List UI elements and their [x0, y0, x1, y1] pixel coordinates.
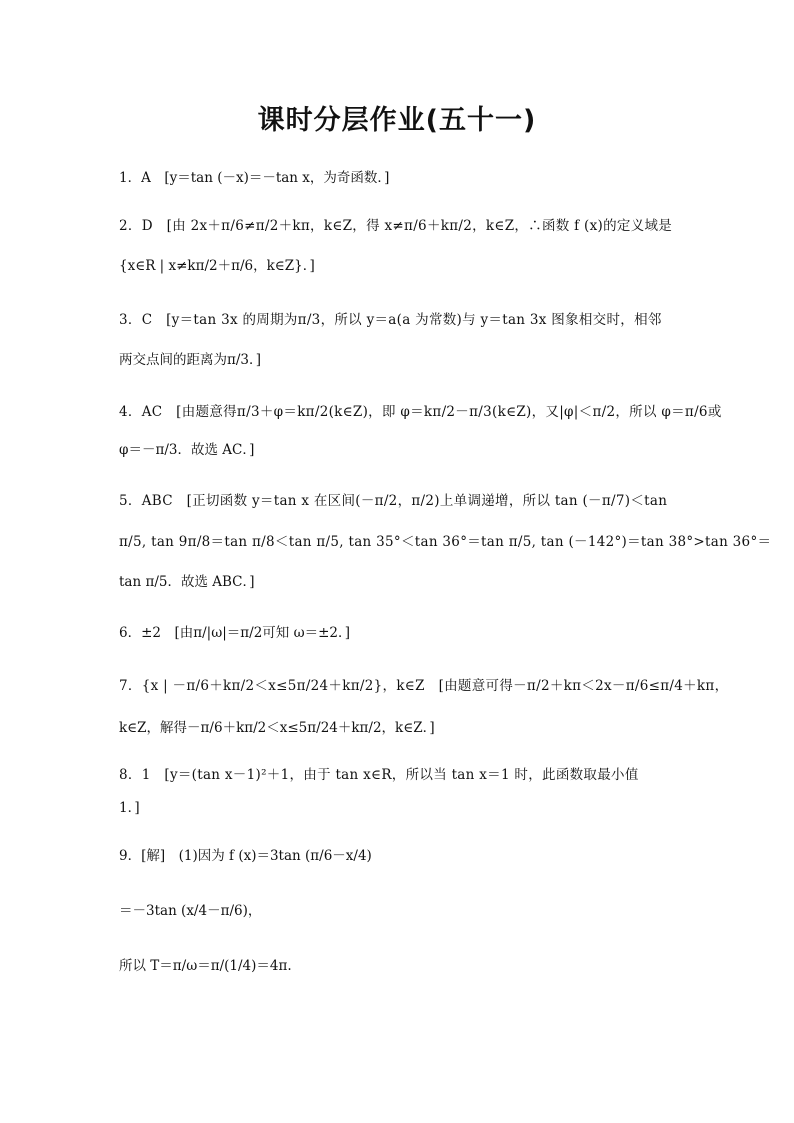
answer-6-line-1: 6．±2 [由π/|ω|＝π/2可知 ω＝±2．] — [119, 625, 351, 641]
answer-9-line-1: 9．[解] (1)因为 f (x)＝3tan (π/6－x/4) — [119, 848, 372, 864]
answer-3-line-2: 两交点间的距离为π/3．] — [119, 352, 262, 368]
answer-9-line-2: ＝－3tan (x/4－π/6)， — [119, 903, 262, 919]
answer-2-line-2: {x∈R | x≠kπ/2＋π/6，k∈Z}．] — [119, 258, 315, 274]
page-title: 课时分层作业(五十一) — [257, 105, 537, 136]
answer-4-line-2: φ＝－π/3．故选 AC．] — [119, 442, 255, 458]
answer-7-line-2: k∈Z，解得－π/6＋kπ/2＜x≤5π/24＋kπ/2，k∈Z．] — [119, 720, 435, 736]
answer-5-line-2: π/5, tan 9π/8＝tan π/8＜tan π/5, tan 35°＜tan 36°＝tan π/5, tan (－142°)＝tan 38°>tan 36°＝ — [119, 534, 772, 550]
answer-5-line-3: tan π/5．故选 ABC．] — [119, 574, 255, 590]
answer-9-line-3: 所以 T＝π/ω＝π/(1/4)＝4π. — [119, 958, 292, 974]
answer-4-line-1: 4．AC [由题意得π/3＋φ＝kπ/2(k∈Z)，即 φ＝kπ/2－π/3(k∈Z)，又|φ|＜π/2，所以 φ＝π/6或 — [119, 404, 722, 420]
answer-1-line-1: 1．A [y＝tan (－x)＝－tan x，为奇函数．] — [119, 170, 390, 186]
answer-2-line-1: 2．D [由 2x＋π/6≠π/2＋kπ，k∈Z，得 x≠π/6＋kπ/2，k∈Z，∴函数 f (x)的定义域是 — [119, 218, 673, 234]
answer-8-line-2: 1．] — [119, 800, 140, 816]
answer-7-line-1: 7．{x | －π/6＋kπ/2＜x≤5π/24＋kπ/2}，k∈Z [由题意可得－π/2＋kπ＜2x－π/6≤π/4＋kπ， — [119, 678, 729, 694]
answer-8-line-1: 8．1 [y＝(tan x－1)²＋1，由于 tan x∈R，所以当 tan x＝1 时，此函数取最小值 — [119, 767, 639, 783]
answer-5-line-1: 5．ABC [正切函数 y＝tan x 在区间(－π/2，π/2)上单调递增，所以 tan (－π/7)＜tan — [119, 493, 668, 509]
answer-3-line-1: 3．C [y＝tan 3x 的周期为π/3，所以 y＝a(a 为常数)与 y＝tan 3x 图象相交时，相邻 — [119, 312, 662, 328]
